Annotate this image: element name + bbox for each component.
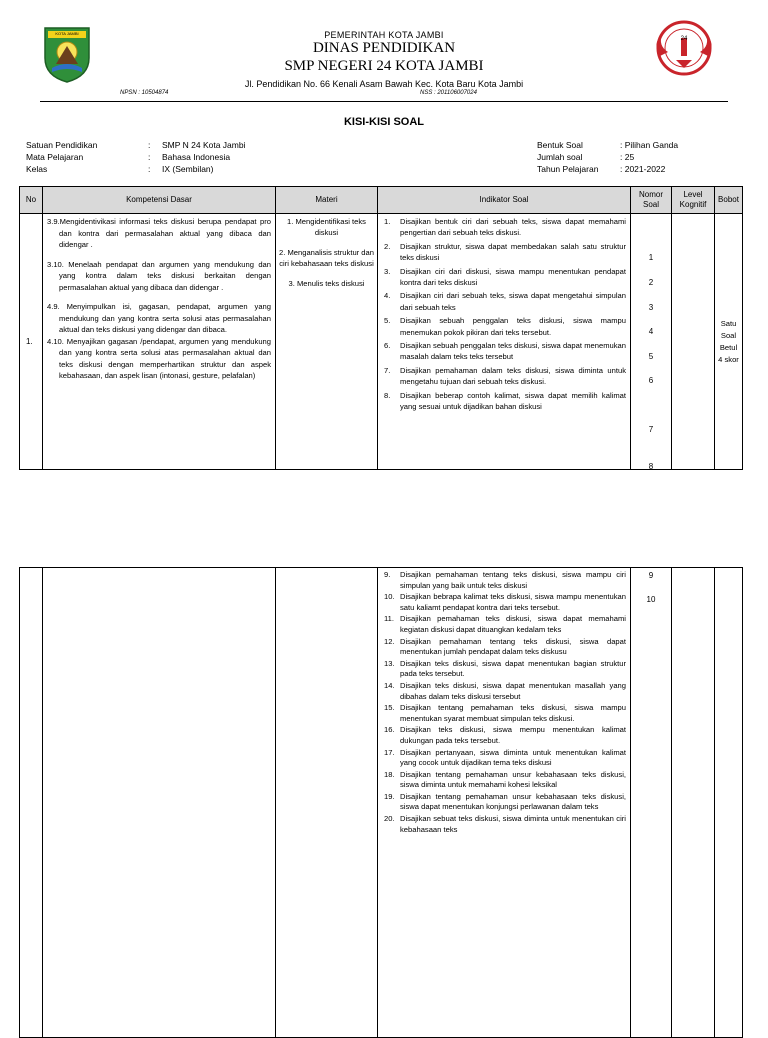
meta-value: Bahasa Indonesia <box>162 152 231 162</box>
indikator-number: 13. <box>384 658 395 668</box>
indikator-number: 8. <box>384 390 391 400</box>
materi-item: 1. Mengidentifikasi teks diskusi <box>287 217 366 237</box>
nomor-soal: 5 <box>648 352 654 361</box>
kd-item: 3.10. Menelaah pendapat dan argumen yang mendukung dan yang kontra dalam teks diskusi berkaitan dengan permasalahan aktual yang dibaca dan didengar . <box>47 259 271 292</box>
indikator-text: Disajikan pemahaman tentang teks diskusi, siswa mampu ciri simpulan yang baik untuk teks diskusi <box>400 570 626 590</box>
indikator-number: 1. <box>384 217 391 226</box>
indikator-number: 3. <box>384 266 391 276</box>
indikator-number: 11. <box>384 614 394 624</box>
nomor-soal: 8 <box>648 462 654 471</box>
indikator-item <box>378 614 626 635</box>
indikator-item <box>378 290 626 313</box>
row-number-cell <box>20 214 43 470</box>
header-indikator: Indikator Soal <box>378 187 631 214</box>
indikator-item <box>378 340 626 363</box>
meta-label: Jumlah soal <box>537 152 583 162</box>
nomor-soal-cell <box>631 214 672 470</box>
materi-item: 3. Menulis teks diskusi <box>288 279 365 288</box>
indikator-item <box>378 241 626 264</box>
indikator-number: 19. <box>384 791 395 801</box>
kompetensi-dasar-cell <box>43 568 276 1038</box>
indikator-text: Disajikan ciri dari sebuah teks, siswa dapat mengetahui simpulan dari sebuah teks <box>400 291 626 312</box>
table-row <box>20 214 743 470</box>
indikator-text: Disajikan teks diskusi, siswa dapat menentukan bagian struktur pada teks tersebut. <box>400 658 626 679</box>
school-address: Jl. Pendidikan No. 66 Kenali Asam Bawah Kec. Kota Baru Kota Jambi <box>244 79 524 89</box>
document-title: KISI-KISI SOAL <box>343 116 425 128</box>
indikator-text: Disajikan pemahaman tentang teks diskusi, siswa dapat menentukan jumlah pendapat dalam teks diskusu <box>400 636 626 657</box>
nomor-soal: 3 <box>648 303 654 312</box>
indikator-number: 10. <box>384 592 395 602</box>
indikator-list <box>378 570 626 835</box>
meta-label: Satuan Pendidikan <box>26 140 98 150</box>
bobot-cell <box>715 568 743 1038</box>
nomor-soal: 2 <box>648 278 654 287</box>
indikator-item <box>378 390 626 413</box>
indikator-number: 15. <box>384 703 395 713</box>
indikator-text: Disajikan sebuah penggalan teks diskusi, siswa mampu menemukan pokok pikiran dari teks tersebut. <box>400 316 626 337</box>
header-level-kognitif: Level Kognitif <box>672 187 715 214</box>
indikator-number: 2. <box>384 241 391 251</box>
indikator-number: 6. <box>384 341 391 351</box>
materi-item: 2. Menganalisis struktur dan ciri kebahasaan teks diskusi <box>279 248 374 268</box>
indikator-item <box>378 792 626 813</box>
indikator-text: Disajikan teks diskusi, siswa dapat menentukan masallah yang dibahas dalam teks diskusi tersebut <box>400 680 626 701</box>
nomor-soal: 1 <box>648 253 654 262</box>
indikator-text: Disajikan sebuah penggalan teks diskusi, siswa dapat menemukan masalah dalam teks teks tersebut <box>400 341 626 362</box>
indikator-item <box>378 659 626 680</box>
kd-item: 3.9.Mengidentivikasi informasi teks diskusi berupa pendapat pro dan kontra dari permasalahan aktual yang dibaca dan didengar . <box>47 217 271 249</box>
nomor-soal: 4 <box>648 327 654 336</box>
indikator-text: Disajikan sebuat teks diskusi, siswa diminta untuk menentukan ciri kebahasaan teks <box>400 814 626 834</box>
kompetensi-dasar-cell <box>43 214 276 470</box>
school-name: SMP NEGERI 24 KOTA JAMBI <box>284 58 484 74</box>
meta-value: SMP N 24 Kota Jambi <box>162 140 246 150</box>
materi-cell <box>276 568 378 1038</box>
meta-right <box>537 140 737 176</box>
indikator-number: 5. <box>384 316 391 326</box>
left-logo-text: KOTA JAMBI <box>55 31 79 36</box>
meta-label: Tahun Pelajaran <box>537 164 599 174</box>
table-header-row <box>20 187 743 214</box>
indikator-text: Disajikan pertanyaan, siswa diminta untuk menentukan kalimat yang cocok untuk dijadikan tema teks diskusi <box>400 747 626 768</box>
meta-label: Bentuk Soal <box>537 140 583 150</box>
bobot-cell <box>715 214 743 470</box>
indikator-item <box>378 315 626 338</box>
indikator-item <box>378 592 626 613</box>
indikator-text: Disajikan tentang pemahaman teks diskusi, siswa mampu menentukan syarat membuat simpulan teks diskusi. <box>400 703 626 723</box>
indikator-cell <box>378 214 631 470</box>
indikator-cell <box>378 568 631 1038</box>
indikator-number: 9. <box>384 570 391 579</box>
meta-left <box>26 140 326 176</box>
meta-label: Mata Pelajaran <box>26 152 84 162</box>
government-line: PEMERINTAH KOTA JAMBI <box>324 30 444 40</box>
kisi-kisi-table <box>19 186 743 470</box>
indikator-item <box>378 637 626 658</box>
meta-colon: : <box>148 140 151 150</box>
indikator-text: Disajikan pemahaman dalam teks diskusi, siswa diminta untuk mengetahu tujuan dari sebuah teks diskusi. <box>400 365 626 387</box>
npsn: NPSN : 10504874 <box>120 90 169 96</box>
bobot-value: Satu Soal Betul 4 skor <box>718 318 739 364</box>
indikator-number: 16. <box>384 725 395 735</box>
meta-value: : Pilihan Ganda <box>620 140 679 150</box>
indikator-item <box>378 703 626 724</box>
row-number: 1. <box>26 336 33 346</box>
indikator-item <box>378 770 626 791</box>
meta-row <box>537 152 737 164</box>
indikator-number: 18. <box>384 769 395 779</box>
indikator-item <box>378 725 626 746</box>
meta-value: : 25 <box>620 152 635 162</box>
meta-value: : 2021-2022 <box>620 164 666 174</box>
meta-colon: : <box>148 152 151 162</box>
level-kognitif-cell <box>672 568 715 1038</box>
kd-item: 4.9. Menyimpulkan isi, gagasan, pendapat, argumen yang mendukung dan yang kontra serta solusi atas permasalahan aktual dan teks diskusi yang didengar dan dibaca. <box>47 302 271 334</box>
indikator-item <box>378 570 626 591</box>
indikator-number: 14. <box>384 680 395 690</box>
indikator-text: Disajikan bentuk ciri dari sebuah teks, siswa dapat memahami pengertian dari sebuah teks diskusi. <box>400 217 626 238</box>
indikator-item <box>378 814 626 835</box>
meta-value: IX (Sembilan) <box>162 164 214 174</box>
nomor-soal-cell <box>631 568 672 1038</box>
header-materi: Materi <box>276 187 378 214</box>
indikator-text: Disajikan tentang pemahaman unsur kebahasaan teks diskusi, siswa dapat menentukan konjungsi perlawanan dalam teks <box>400 791 626 812</box>
indikator-number: 20. <box>384 814 395 824</box>
indikator-number: 7. <box>384 365 391 375</box>
meta-row <box>26 152 326 164</box>
indikator-item <box>378 748 626 769</box>
indikator-text: Disajikan beberap contoh kalimat, siswa dapat memilih kalimat yang sesuai untuk dijadikan bahan diskusi <box>400 390 626 412</box>
header-nomor-soal: Nomor Soal <box>631 187 672 214</box>
row-number-cell <box>20 568 43 1038</box>
indikator-text: Disajikan pemahaman teks diskusi, siswa dapat memahami kegiatan diskusi dapat dituangkan kedalam teks <box>400 614 626 634</box>
indikator-text: Disajikan teks diskusi, siswa mempu menentukan kalimat dukungan pada teks tersebut. <box>400 725 626 745</box>
indikator-text: Disajikan ciri dari diskusi, siswa mampu menentukan pendapat kontra dari teks diskusi <box>400 266 626 288</box>
meta-colon: : <box>148 164 151 174</box>
header-bobot: Bobot <box>715 187 743 214</box>
meta-row <box>537 164 737 176</box>
indikator-item <box>378 365 626 388</box>
meta-row <box>26 164 326 176</box>
materi-cell <box>276 214 378 470</box>
nss: NSS : 201106007024 <box>420 90 477 96</box>
nomor-soal: 6 <box>648 376 654 385</box>
indikator-item <box>378 681 626 702</box>
nomor-soal: 10 <box>646 595 656 604</box>
right-logo-text: 24 <box>680 36 688 42</box>
indikator-item <box>378 216 626 239</box>
meta-row <box>537 140 737 152</box>
indikator-list <box>378 216 626 413</box>
header-no: No <box>20 187 43 214</box>
table-row <box>20 568 743 1038</box>
indikator-number: 17. <box>384 747 395 757</box>
meta-row <box>26 140 326 152</box>
nomor-soal: 9 <box>648 571 654 580</box>
indikator-number: 4. <box>384 291 391 301</box>
nomor-soal: 7 <box>648 425 654 434</box>
indikator-text: Disajikan bebrapa kalimat teks diskusi, siswa mampu menentukan satu kaliamt pendapat kontra dari teks tersebut. <box>400 592 626 612</box>
level-kognitif-cell <box>672 214 715 470</box>
header-divider <box>40 101 728 102</box>
meta-label: Kelas <box>26 164 48 174</box>
agency-line: DINAS PENDIDIKAN <box>312 40 456 56</box>
indikator-text: Disajikan struktur, siswa dapat membedakan salah satu struktur teks diskusi <box>400 241 626 263</box>
kisi-kisi-table-continued <box>19 567 743 1038</box>
indikator-number: 12. <box>384 636 395 646</box>
indikator-item <box>378 266 626 289</box>
header-kompetensi-dasar: Kompetensi Dasar <box>43 187 276 214</box>
indikator-text: Disajikan tentang pemahaman unsur kebahasaan teks diskusi, siswa diminta untuk memahami kohesi leksikal <box>400 769 626 790</box>
kd-item: 4.10. Menyajikan gagasan /pendapat, argumen yang mendukung dan yang kontra serta solusi atas permasalahan aktual dan teks diskusi dengan memperhartikan struktur dan aspek kebahasaan, dan aspek lisan (intonasi, gesture, pelafalan) <box>47 336 271 380</box>
